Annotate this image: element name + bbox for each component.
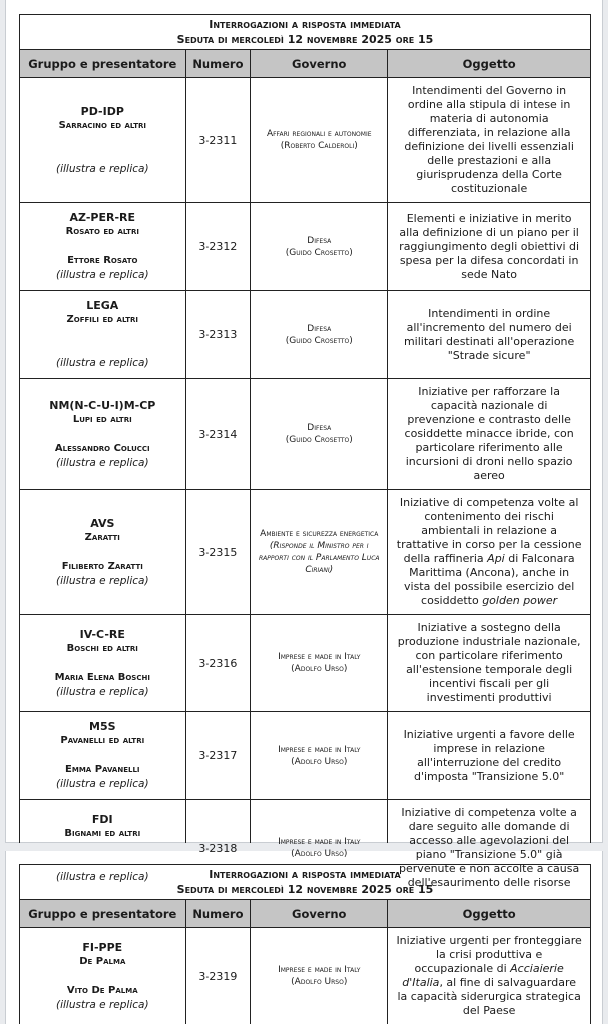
presenter-label: Sarracino ed altri xyxy=(58,119,146,131)
governo-cell xyxy=(251,490,388,615)
procedure-note: (illustra e replica) xyxy=(56,269,149,281)
oggetto-cell: Elementi e iniziative in merito alla definizione di un piano per il raggiungimento degli obiettivi di spesa per la difesa concordati in sede Nato xyxy=(388,203,591,291)
interrogazioni-table-1 xyxy=(19,14,591,897)
table-row xyxy=(20,928,591,1024)
col-header-governo: Governo xyxy=(251,900,388,928)
group-label: M5S xyxy=(89,720,116,733)
numero-cell: 3-2318 xyxy=(185,800,251,897)
document-page-1 xyxy=(5,0,603,889)
person-label xyxy=(26,342,179,355)
person-label: Vito De Palma xyxy=(66,984,138,996)
procedure-note: (illustra e replica) xyxy=(56,357,149,369)
group-label: FI-PPE xyxy=(82,940,123,954)
oggetto-cell: Intendimenti in ordine all'incremento del numero dei militari destinati all'operazione "Strade sicure" xyxy=(388,291,591,379)
oggetto-cell: Iniziative urgenti per fronteggiare la crisi produttiva e occupazionale di Acciaierie d'Italia, al fine di salvaguardare la capacità siderurgica strategica del Paese xyxy=(388,928,591,1024)
title-line-2: Seduta di mercoledì 12 novembre 2025 ore 15 xyxy=(176,33,434,46)
group-label: AZ-PER-RE xyxy=(69,211,136,224)
col-header-governo: Governo xyxy=(251,50,388,78)
ministry-label: Imprese e made in Italy xyxy=(278,837,361,847)
procedure-note: (illustra e replica) xyxy=(56,574,149,587)
group-label: AVS xyxy=(90,516,115,530)
group-label: PD-IDP xyxy=(80,104,124,118)
person-label: Maria Elena Boschi xyxy=(54,671,150,683)
presenter-cell xyxy=(20,490,186,615)
ministry-label: Ambiente e sicurezza energetica xyxy=(260,529,379,539)
col-header-gruppo: Gruppo e presentatore xyxy=(20,50,186,78)
table-row xyxy=(20,78,591,203)
procedure-note: (illustra e replica) xyxy=(56,998,149,1011)
presenter-label: Zoffili ed altri xyxy=(66,314,139,325)
procedure-note: (illustra e replica) xyxy=(56,162,149,175)
group-label: IV-C-RE xyxy=(79,627,125,641)
ministry-label: Difesa xyxy=(307,423,332,433)
minister-label: (Adolfo Urso) xyxy=(291,664,348,674)
oggetto-cell: Iniziative per rafforzare la capacità nazionale di prevenzione e contrasto delle cosiddette minacce ibride, con particolare riferimento alle incursioni di droni nello spazio aereo xyxy=(388,379,591,490)
oggetto-cell: Iniziative di competenza volte al contenimento dei rischi ambientali in relazione a trattative in corso per la cessione della raffineria Api di Falconara Marittima (Ancona), anche in vista del possibile esercizio del cosiddetto golden power xyxy=(388,490,591,615)
governo-cell xyxy=(251,78,388,203)
procedure-note: (illustra e replica) xyxy=(56,685,149,698)
col-header-gruppo: Gruppo e presentatore xyxy=(20,900,186,928)
oggetto-cell: Iniziative di competenza volte a dare seguito alle domande di accesso alle agevolazioni del piano "Transizione 5.0" già pervenute e non accolte a causa dell'esaurimento delle risorse xyxy=(388,800,591,897)
presenter-cell xyxy=(20,928,186,1024)
governo-cell xyxy=(251,379,388,490)
table-title-row xyxy=(20,15,591,50)
title-line-2: Seduta di mercoledì 12 novembre 2025 ore 15 xyxy=(176,883,434,896)
numero-cell: 3-2316 xyxy=(185,615,251,712)
presenter-label: Zaratti xyxy=(84,531,120,543)
person-label: Filiberto Zaratti xyxy=(61,560,143,572)
ministry-label: Imprese e made in Italy xyxy=(278,965,361,975)
group-label: LEGA xyxy=(86,299,119,312)
presenter-label: Bignami ed altri xyxy=(64,827,141,839)
presenter-label: De Palma xyxy=(79,955,126,967)
numero-cell: 3-2312 xyxy=(185,203,251,291)
governo-cell xyxy=(251,203,388,291)
minister-label: (Adolfo Urso) xyxy=(291,849,348,859)
col-header-oggetto: Oggetto xyxy=(388,50,591,78)
person-label xyxy=(26,148,179,161)
procedure-note: (illustra e replica) xyxy=(56,778,149,790)
column-header-row xyxy=(20,50,591,78)
table-row xyxy=(20,291,591,379)
table-row xyxy=(20,490,591,615)
presenter-label: Pavanelli ed altri xyxy=(60,735,145,746)
presenter-cell xyxy=(20,78,186,203)
person-label: Ettore Rosato xyxy=(67,255,138,266)
minister-label: (Adolfo Urso) xyxy=(291,977,348,987)
ministry-label: Difesa xyxy=(307,235,332,246)
person-label: Alessandro Colucci xyxy=(54,442,150,454)
col-header-numero: Numero xyxy=(185,900,251,928)
presenter-cell xyxy=(20,203,186,291)
governo-cell xyxy=(251,291,388,379)
presenter-label: Lupi ed altri xyxy=(72,413,132,425)
ministry-label: Imprese e made in Italy xyxy=(278,744,361,755)
numero-cell: 3-2317 xyxy=(185,712,251,800)
oggetto-cell: Intendimenti del Governo in ordine alla stipula di intese in materia di autonomia differenziata, in relazione alla definizione dei livelli essenziali delle prestazioni e alla giurisprudenza della Corte costituzionale xyxy=(388,78,591,203)
minister-label: (Roberto Calderoli) xyxy=(280,141,358,151)
presenter-cell xyxy=(20,615,186,712)
minister-label: (Guido Crosetto) xyxy=(285,435,353,445)
group-label: FDI xyxy=(91,812,113,826)
governo-cell xyxy=(251,615,388,712)
oggetto-cell: Iniziative a sostegno della produzione industriale nazionale, con particolare riferimento all'estensione temporale degli incentivi fiscali per gli investimenti produttivi xyxy=(388,615,591,712)
ministry-label: Affari regionali e autonomie xyxy=(266,129,372,139)
group-label: NM(N-C-U-I)M-CP xyxy=(49,398,156,412)
table-row xyxy=(20,379,591,490)
column-header-row xyxy=(20,900,591,928)
procedure-note: (illustra e replica) xyxy=(56,456,149,469)
col-header-oggetto: Oggetto xyxy=(388,900,591,928)
presenter-cell xyxy=(20,379,186,490)
numero-cell: 3-2311 xyxy=(185,78,251,203)
table-row xyxy=(20,712,591,800)
numero-cell: 3-2315 xyxy=(185,490,251,615)
minister-label: (Guido Crosetto) xyxy=(285,335,353,346)
ministry-label: Imprese e made in Italy xyxy=(278,652,361,662)
presenter-cell xyxy=(20,291,186,379)
numero-cell: 3-2314 xyxy=(185,379,251,490)
minister-label: (Adolfo Urso) xyxy=(291,756,348,767)
governo-cell xyxy=(251,712,388,800)
presenter-cell xyxy=(20,712,186,800)
oggetto-cell: Iniziative urgenti a favore delle imprese in relazione all'interruzione del credito d'imposta "Transizione 5.0" xyxy=(388,712,591,800)
ministry-label: Difesa xyxy=(307,323,332,334)
presenter-label: Boschi ed altri xyxy=(66,642,138,654)
title-line-1: Interrogazioni a risposta immediata xyxy=(209,18,401,31)
presenter-label: Rosato ed altri xyxy=(65,226,139,237)
governo-cell xyxy=(251,928,388,1024)
col-header-numero: Numero xyxy=(185,50,251,78)
numero-cell: 3-2313 xyxy=(185,291,251,379)
table-row xyxy=(20,203,591,291)
minister-label: (Risponde il Ministro per i rapporti con il Parlamento Luca Ciriani) xyxy=(259,541,380,575)
title-line-1: Interrogazioni a risposta immediata xyxy=(209,868,401,881)
numero-cell: 3-2319 xyxy=(185,928,251,1024)
minister-label: (Guido Crosetto) xyxy=(285,247,353,258)
table-row xyxy=(20,615,591,712)
procedure-note: (illustra e replica) xyxy=(56,870,149,883)
person-label: Emma Pavanelli xyxy=(65,764,140,775)
table-title xyxy=(20,15,591,50)
